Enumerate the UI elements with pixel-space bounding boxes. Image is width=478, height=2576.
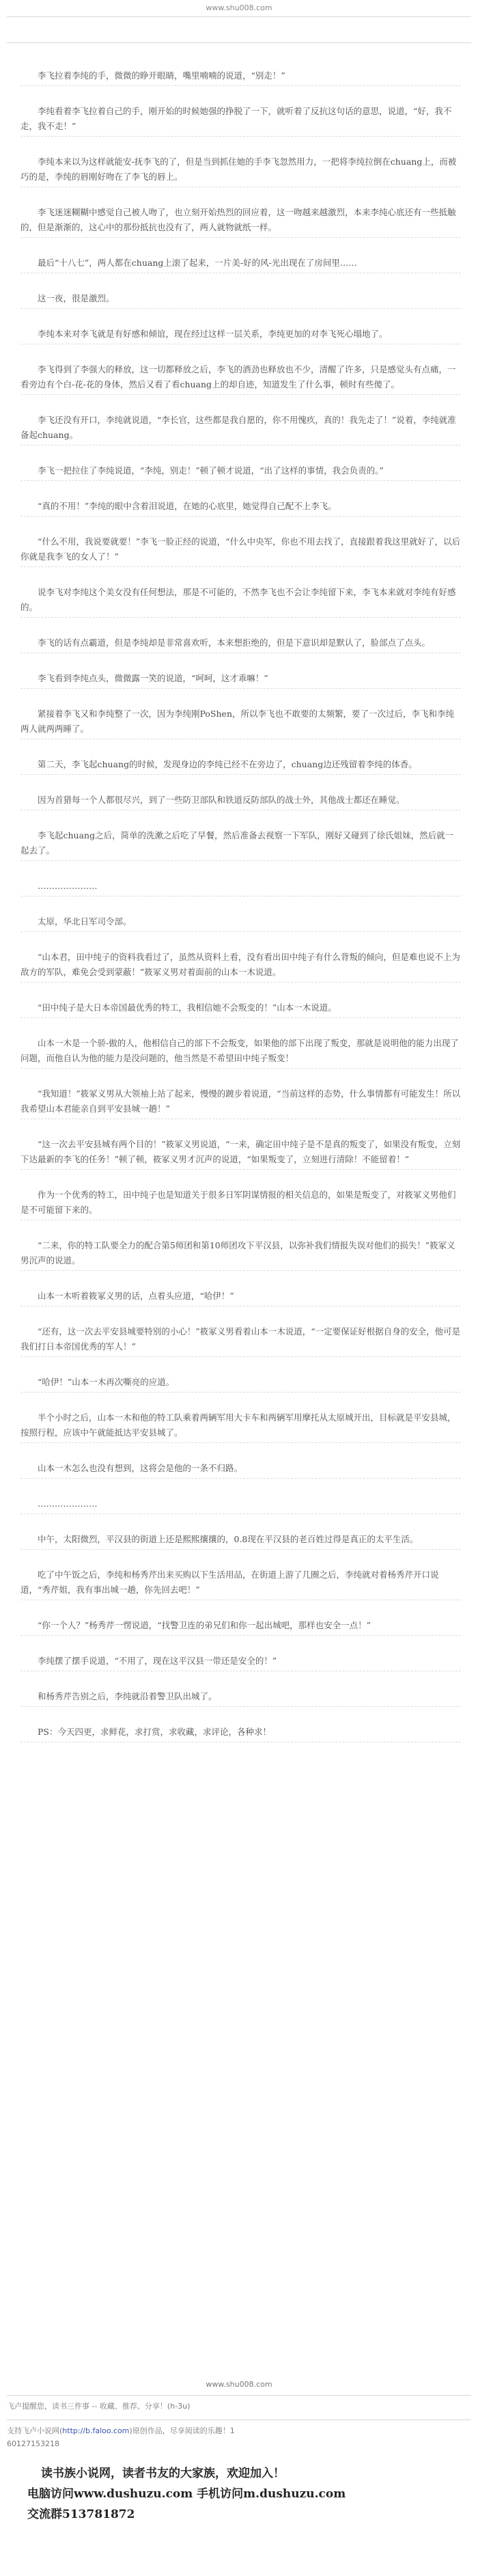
paragraph: 作为一个优秀的特工，田中纯子也是知道关于很多日军阴谋情报的相关信息的，如果是叛变了，对筱冢义男他们是不可能留下来的。 <box>20 1188 461 1220</box>
paragraph: “山本君，田中纯子的资料我看过了，虽然从资料上看，没有看出田中纯子有什么背叛的倾向，但是难也说不上为敌方的军队，难免会受到蒙蔽！”筱冢义男对着面前的山本一木说道。 <box>20 950 461 983</box>
paragraph: 李飞拉着李纯的手，微微的睁开眼睛，嘴里喃喃的说道，“别走！” <box>20 68 461 86</box>
paragraph: 山本一木是一个骄-傲的人，他相信自己的部下不会叛变，如果他的部下出现了叛变，那就是说明他的能力出现了问题，而他自认为他的能力是没问题的，他当然是不希望田中纯子叛变！ <box>20 1036 461 1069</box>
paragraph: 李飞的话有点霸道，但是李纯却是非常喜欢听，本来想拒绝的，但是下意识却是默认了，脸部点了点头。 <box>20 635 461 653</box>
chapter-body <box>20 68 461 1760</box>
paragraph: 李纯摆了摆手说道，“不用了，现在这平汉县一带还是安全的！” <box>20 1654 461 1671</box>
header-divider <box>7 16 471 17</box>
promo-group <box>27 2504 478 2525</box>
paragraph: “你一个人？”杨秀芹一愣说道，“找警卫连的弟兄们和你一起出城吧，那样也安全一点！” <box>20 1618 461 1636</box>
paragraph: 太原，华北日军司令部。 <box>20 914 461 932</box>
footer-support-line <box>7 2424 471 2437</box>
promo-welcome: 读书族小说网，读者书友的大家族，欢迎加入！ <box>41 2467 285 2480</box>
header-divider-2 <box>7 42 471 43</box>
paragraph: “二来，你的特工队要全力的配合第5师团和第10师团攻下平汉县，以弥补我们情报失误对他们的损失！”筱冢义男沉声的说道。 <box>20 1238 461 1271</box>
paragraph: ………………… <box>20 879 461 896</box>
paragraph: 吃了中午饭之后，李纯和杨秀芹出来买购以下生活用品，在街道上游了几圈之后，李纯就对着杨秀芹开口说道，“秀芹姐，我有事出城一趟，你先回去吧！” <box>20 1567 461 1600</box>
paragraph: 李飞看到李纯点头，微微露一笑的说道，“呵呵，这才乖嘛！” <box>20 671 461 689</box>
paragraph: “我知道！”筱冢义男从大领袖上站了起来，慢慢的踱步着说道，“当前这样的态势，什么事情都有可能发生！所以我希望山本君能亲自到平安县城一趟！” <box>20 1086 461 1119</box>
paragraph: 李纯本来以为这样就能安-抚李飞的了，但是当到抓住她的手李飞忽然用力，一把将李纯拉倒在chuang上，而被巧的是，李纯的唇刚好吻在了李飞的唇上。 <box>20 154 461 187</box>
paragraph: 李飞得到了李强大的释放，这一切都释放之后，李飞的酒劲也释放也不少，清醒了许多，只是感觉头有点痛，一看旁边有个白-花-花的身体，然后又看了看chuang上的却自迹，知道发生了什么事，顿时有些傻了。 <box>20 362 461 395</box>
paragraph: PS：今天四更，求鲜花，求打赏，求收藏，求评论，各种求！ <box>20 1725 461 1742</box>
paragraph: “真的不用！”李纯的眼中含着泪说道，在她的心底里，她觉得自己配不上李飞。 <box>20 499 461 517</box>
paragraph: “还有，这一次去平安县城要特别的小心！”筱冢义男看着山本一木说道，“一定要保证好根据自身的安全，他可是我们打日本帝国优秀的军人！” <box>20 1324 461 1357</box>
paragraph: 中午，太阳微烈，平汉县的街道上还是熙熙攘攘的，0.8现在平汉县的老百姓过得是真正的太平生活。 <box>20 1532 461 1550</box>
paragraph: ………………… <box>20 1496 461 1514</box>
paragraph: 李纯本来对李飞就是有好感和倾谊，现在经过这样一层关系，李纯更加的对李飞死心塌地了。 <box>20 327 461 344</box>
paragraph: 李纯看着李飞拉着自己的手，刚开始的时候她强的挣脱了一下，就听着了反抗这句话的意思，说道，“好，我不走，我不走！” <box>20 104 461 137</box>
footer-ad <box>7 2378 471 2450</box>
paragraph: “哈伊！”山本一木再次嘶亮的应道。 <box>20 1375 461 1393</box>
paragraph: “这一次去平安县城有两个目的！”筱冢义男说道，“一来，确定田中纯子是不是真的叛变了，如果没有叛变，立刻下达最新的李飞的任务！”顿了顿，筱冢义男才沉声的说道，“如果叛变了，立刻进行清除！不能留着！” <box>20 1137 461 1170</box>
paragraph: 李飞迷迷糊糊中感觉自己被人吻了，也立刻开始热烈的回应着，这一吻越来越激烈，本来李纯心底还有一些抵触的，但是渐渐的，这心中的那份抵抗也没有了，两人就物就纸一样。 <box>20 205 461 238</box>
paragraph: 最后“十八七”，两人都在chuang上滚了起来，一片美-好的风-光出现在了房间里…… <box>20 256 461 273</box>
footer-site-url: www.shu008.com <box>206 2380 272 2389</box>
paragraph: 山本一木怎么也没有想到，这将会是他的一条不归路。 <box>20 1461 461 1479</box>
promo-visit <box>27 2484 478 2504</box>
footer-code: 60127153218 <box>7 2439 59 2448</box>
promo-banner <box>0 2463 478 2576</box>
footer-divider <box>7 2395 471 2396</box>
promo-visit-label: 电脑访问 <box>27 2487 74 2501</box>
paragraph: 第二天，李飞起chuang的时候，发现身边的李纯已经不在旁边了，chuang边还残留着李纯的体香。 <box>20 757 461 775</box>
paragraph: “什么不用，我说要就要！”李飞一脸正经的说道，“什么中央军，你也不用去找了，直接跟着我这里就好了，以后你就是我李飞的女人了！” <box>20 534 461 567</box>
promo-visit-urls[interactable]: www.dushuzu.com 手机访问m.dushuzu.com <box>74 2487 346 2501</box>
footer-support-suffix: )原创作品，尽享阅读的乐趣！1 <box>129 2426 235 2435</box>
paragraph: 山本一木听着筱冢义男的话，点着头应道，“哈伊！” <box>20 1289 461 1306</box>
paragraph: 这一夜，很是激烈。 <box>20 291 461 309</box>
promo-group-label: 交流群 <box>27 2508 62 2521</box>
footer-support-prefix: 支持飞卢小说网( <box>7 2426 63 2435</box>
paragraph: 李飞一把拉住了李纯说道，“李纯，别走！”顿了顿才说道，“出了这样的事情，我会负责的。” <box>20 463 461 481</box>
paragraph: 李飞还没有开口，李纯就说道，“李长官，这些都是我自愿的，你不用愧疚，真的！我先走了！”说着，李纯就准备起chuang。 <box>20 413 461 446</box>
paragraph: “田中纯子是大日本帝国最优秀的特工，我相信她不会叛变的！”山本一木说道。 <box>20 1000 461 1018</box>
paragraph: 半个小时之后，山本一木和他的特工队乘着两辆军用大卡车和两辆军用摩托从太原城开出，目标就是平安县城，按照行程，应该中午就能抵达平安县城了。 <box>20 1410 461 1443</box>
paragraph: 李飞起chuang之后，简单的洗漱之后吃了早餐，然后准备去视察一下军队，刚好又碰到了徐氏姐妹，然后就一起去了。 <box>20 828 461 861</box>
paragraph: 紧接着李飞又和李纯整了一次，因为李纯刚PoShen，所以李飞也不敢要的太频繁，要了一次过后，李飞和李纯两人就两两睡了。 <box>20 707 461 739</box>
paragraph: 和杨秀芹告别之后，李纯就沿着警卫队出城了。 <box>20 1689 461 1707</box>
footer-reminder: 飞卢提醒您，读书三件事 -- 收藏、推荐、分享！(h-3u) <box>7 2402 191 2411</box>
promo-group-number: 513781872 <box>62 2508 135 2521</box>
paragraph: 说李飞对李纯这个美女没有任何想法，那是不可能的，不然李飞也不会让李纯留下来，李飞本来就对李纯有好感的。 <box>20 585 461 618</box>
header-site-url: www.shu008.com <box>206 3 272 12</box>
faloo-link[interactable]: http://b.faloo.com <box>62 2426 130 2435</box>
paragraph: 因为首猎每一个人都很尽兴，到了一些防卫部队和铁道反防部队的战士外，其他战士都还在睡觉。 <box>20 793 461 810</box>
